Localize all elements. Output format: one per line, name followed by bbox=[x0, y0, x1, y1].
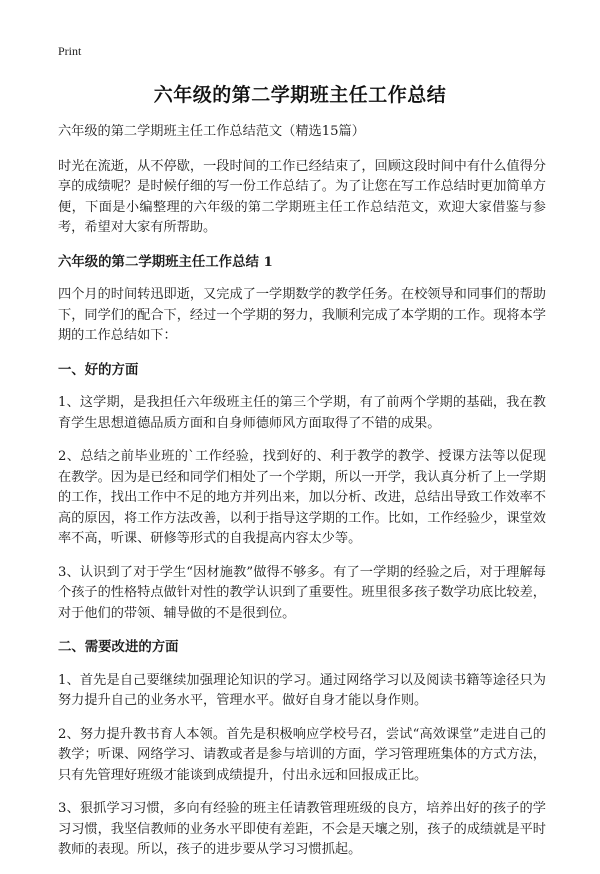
document-subtitle: 六年级的第二学期班主任工作总结范文（精选15篇） bbox=[58, 124, 365, 139]
intro-paragraph: 时光在流逝，从不停歇，一段时间的工作已经结束了，回顾这段时间中有什么值得分享的成绩呢？是时候仔细的写一份工作总结了。为了让您在写工作总结时更加简单方便，下面是小编整理的六年级的第二学期班主任工作总结范文，欢迎大家借鉴与参考，希望对大家有所帮助。 bbox=[58, 158, 546, 235]
section2-item-2: 2、努力提升教书育人本领。首先是积极响应学校号召，尝试“高效课堂”走进自己的教学；听课、网络学习、请教或者是参与培训的方面，学习管理班集体的方式方法，只有先管理好班级才能谈到成绩提升，付出永远和回报成正比。 bbox=[58, 726, 546, 783]
section1-item-1: 1、这学期，是我担任六年级班主任的第三个学期，有了前两个学期的基础，我在教育学生思想道德品质方面和自身师德师风方面取得了不错的成果。 bbox=[58, 395, 546, 431]
section2-item-3: 3、狠抓学习习惯，多向有经验的班主任请教管理班级的良方，培养出好的孩子的学习习惯，我坚信教师的业务水平即使有差距，不会是天壤之别，孩子的成绩就是平时教师的表现。所以，孩子的进步要从学习习惯抓起。 bbox=[58, 801, 546, 857]
document-body bbox=[58, 122, 546, 874]
section2-item-1: 1、首先是自己要继续加强理论知识的学习。通过网络学习以及阅读书籍等途径只为努力提升自己的业务水平，管理水平。做好自身才能以身作则。 bbox=[58, 672, 546, 708]
section1-item-3: 3、认识到了对于学生“因材施教”做得不够多。有了一学期的经验之后，对于理解每个孩子的性格特点做针对性的教学认识到了重要性。班里很多孩子数学功底比较差，对于他们的带领、辅导做的不是很到位。 bbox=[58, 564, 546, 621]
section-heading-improve: 二、需要改进的方面 bbox=[58, 639, 179, 655]
article-heading: 六年级的第二学期班主任工作总结 1 bbox=[58, 253, 273, 270]
section1-item-2: 2、总结之前毕业班的`工作经验，找到好的、利于教学的教学、授课方法等以促现在教学。因为是已经和同学们相处了一个学期，所以一开学，我认真分析了上一学期的工作，找出工作中不足的地方并列出来，加以分析、改进，总结出导致工作效率不高的原因，将工作方法改善，以利于指导这学期的工作。比如，工作经验少，课堂效率不高，听课、研修等形式的自我提高内容太少等。 bbox=[58, 449, 546, 546]
page-title: 六年级的第二学期班主任工作总结 bbox=[153, 84, 447, 106]
section-heading-good: 一、好的方面 bbox=[58, 361, 139, 378]
article-intro-paragraph: 四个月的时间转迅即逝，又完成了一学期数学的教学任务。在校领导和同事们的帮助下，同学们的配合下，经过一个学期的努力，我顺利完成了本学期的工作。现将本学期的工作总结如下： bbox=[58, 287, 546, 343]
print-link[interactable]: Print bbox=[58, 44, 82, 58]
